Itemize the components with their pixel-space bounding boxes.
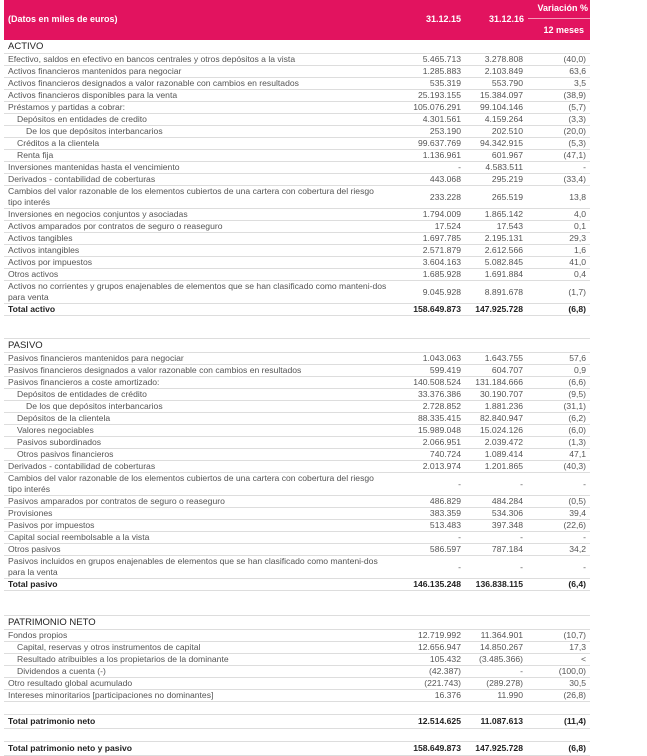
row-label: Préstamos y partidas a cobrar:	[8, 102, 126, 112]
value-2016: -	[520, 532, 523, 542]
column-header-variation: Variación %	[537, 3, 588, 13]
row-label: Pasivos incluidos en grupos enajenables de elementos que se han clasificado como manteni-dos para la venta	[8, 556, 378, 577]
table-row	[4, 162, 590, 174]
table-row	[4, 389, 590, 401]
table-row	[4, 269, 590, 281]
row-label: De los que depósitos interbancarios	[26, 126, 163, 136]
value-2016: 601.967	[491, 150, 523, 160]
value-2015: 535.319	[429, 78, 461, 88]
table-row	[4, 630, 590, 642]
section-spacer	[4, 591, 590, 616]
table-row	[4, 678, 590, 690]
row-label: Fondos propios	[8, 630, 68, 640]
table-row	[4, 642, 590, 654]
table-row	[4, 209, 590, 221]
variation-pct: 29,3	[569, 233, 586, 243]
row-label: Activos no corrientes y grupos enajenables de elementos que se han clasificado como manteni-dos para venta	[8, 281, 387, 302]
column-header-period: 12 meses	[543, 25, 584, 35]
value-2015: 1.685.928	[422, 269, 461, 279]
row-label: Otros pasivos	[8, 544, 61, 554]
variation-pct: -	[583, 162, 586, 172]
value-2015: 16.376	[434, 690, 461, 700]
variation-pct: (40,3)	[563, 461, 586, 471]
value-2016: 99.104.146	[479, 102, 523, 112]
table-row	[4, 461, 590, 473]
value-2015: -	[458, 162, 461, 172]
value-2015: 88.335.415	[417, 413, 461, 423]
table-row	[4, 413, 590, 425]
value-2015: 2.013.974	[422, 461, 461, 471]
value-2016: 787.184	[491, 544, 523, 554]
variation-pct: 13,8	[569, 191, 586, 202]
value-2015: 158.649.873	[413, 304, 461, 314]
variation-pct: (6,0)	[568, 425, 586, 435]
variation-pct: (40,0)	[563, 54, 586, 64]
column-header-2015: 31.12.15	[425, 14, 461, 24]
variation-pct: (100,0)	[558, 666, 586, 676]
table-row	[4, 126, 590, 138]
value-2015: 25.193.155	[417, 90, 461, 100]
variation-pct: (0,5)	[568, 496, 586, 506]
table-row	[4, 221, 590, 233]
variation-pct: 17,3	[569, 642, 586, 652]
table-row	[4, 449, 590, 461]
value-2016: 1.881.236	[484, 401, 523, 411]
variation-pct: (9,5)	[568, 389, 586, 399]
variation-pct: (6,2)	[568, 413, 586, 423]
variation-pct: 1,6	[574, 245, 586, 255]
value-2016: 265.519	[491, 191, 523, 202]
table-row	[4, 102, 590, 114]
row-label: Resultado atribuibles a los propietarios de la dominante	[17, 654, 229, 664]
variation-pct: (38,9)	[563, 90, 586, 100]
row-label: Capital, reservas y otros instrumentos de capital	[17, 642, 201, 652]
value-2015: 1.697.785	[422, 233, 461, 243]
variation-pct: (1,7)	[568, 286, 586, 297]
value-2016: 14.850.267	[479, 642, 523, 652]
value-2015: 599.419	[429, 365, 461, 375]
header-divider	[528, 18, 590, 19]
table-row	[4, 544, 590, 556]
table-row	[4, 90, 590, 102]
row-label: Activos financieros mantenidos para negociar	[8, 66, 182, 76]
value-2015: 105.432	[429, 654, 461, 664]
value-2015: 1.794.009	[422, 209, 461, 219]
variation-pct: 34,2	[569, 544, 586, 554]
variation-pct: (31,1)	[563, 401, 586, 411]
value-2016: 1.089.414	[484, 449, 523, 459]
total-row	[4, 742, 590, 756]
variation-pct: 63,6	[569, 66, 586, 76]
table-row	[4, 365, 590, 377]
row-label: Efectivo, saldos en efectivo en bancos centrales y otros depósitos a la vista	[8, 54, 296, 64]
value-2016: 11.990	[497, 690, 523, 700]
value-2015: 443.068	[429, 174, 461, 184]
table-row	[4, 532, 590, 544]
value-2016: 604.707	[491, 365, 523, 375]
variation-pct: (1,3)	[568, 437, 586, 447]
table-row	[4, 233, 590, 245]
variation-pct: 3,5	[574, 78, 586, 88]
section-header	[4, 616, 590, 630]
table-row	[4, 150, 590, 162]
table-row	[4, 425, 590, 437]
row-label: Total patrimonio neto y pasivo	[8, 743, 132, 753]
table-row	[4, 78, 590, 90]
variation-pct: (6,8)	[568, 743, 586, 753]
value-2016: 484.284	[491, 496, 523, 506]
value-2015: 5.465.713	[422, 54, 461, 64]
table-row	[4, 401, 590, 413]
row-label: Depósitos de la clientela	[17, 413, 111, 423]
row-spacer	[4, 702, 590, 715]
value-2016: 11.087.613	[480, 716, 523, 726]
value-2015: -	[458, 561, 461, 572]
value-2016: 397.348	[491, 520, 523, 530]
value-2016: 5.082.845	[484, 257, 523, 267]
value-2016: 131.184.666	[475, 377, 523, 387]
value-2015: 4.301.561	[422, 114, 461, 124]
table-row	[4, 690, 590, 702]
variation-pct: (6,4)	[568, 579, 586, 589]
row-label: Total patrimonio neto	[8, 716, 96, 726]
value-2016: 2.103.849	[484, 66, 523, 76]
row-label: Activos tangibles	[8, 233, 73, 243]
row-label: Activos financieros designados a valor razonable con cambios en resultados	[8, 78, 299, 88]
value-2016: 1.691.884	[484, 269, 523, 279]
row-label: Pasivos financieros mantenidos para negociar	[8, 353, 184, 363]
value-2016: -	[520, 478, 523, 489]
table-row	[4, 520, 590, 532]
value-2015: 140.508.524	[413, 377, 461, 387]
row-label: Provisiones	[8, 508, 53, 518]
table-row	[4, 138, 590, 150]
value-2016: 4.159.264	[484, 114, 523, 124]
variation-pct: (20,0)	[563, 126, 586, 136]
variation-pct: (10,7)	[563, 630, 586, 640]
value-2015: -	[458, 478, 461, 489]
variation-pct: (33,4)	[563, 174, 586, 184]
row-label: Pasivos financieros a coste amortizado:	[8, 377, 160, 387]
table-row	[4, 66, 590, 78]
section-spacer	[4, 316, 590, 339]
value-2016: 15.024.126	[479, 425, 523, 435]
value-2016: 1.865.142	[484, 209, 523, 219]
value-2015: 1.285.883	[422, 66, 461, 76]
value-2016: 136.838.115	[475, 579, 523, 589]
value-2015: 105.076.291	[413, 102, 461, 112]
variation-pct: 0,1	[574, 221, 586, 231]
value-2016: 147.925.728	[475, 743, 523, 753]
row-label: Total activo	[8, 304, 56, 314]
section-header	[4, 40, 590, 54]
value-2016: 2.039.472	[484, 437, 523, 447]
section-title: ACTIVO	[8, 41, 44, 52]
table-row	[4, 54, 590, 66]
row-label: Intereses minoritarios [participaciones no dominantes]	[8, 690, 214, 700]
value-2015: 486.829	[429, 496, 461, 506]
value-2015: 2.571.879	[422, 245, 461, 255]
value-2015: 33.376.386	[417, 389, 461, 399]
section-title: PATRIMONIO NETO	[8, 617, 96, 628]
value-2016: 534.306	[491, 508, 523, 518]
row-label: Inversiones en negocios conjuntos y asociadas	[8, 209, 188, 219]
row-label: Depósitos de entidades de crédito	[17, 389, 147, 399]
table-row	[4, 281, 590, 304]
value-2016: 2.612.566	[484, 245, 523, 255]
variation-pct: 0,9	[574, 365, 586, 375]
row-label: Valores negociables	[17, 425, 94, 435]
total-row	[4, 579, 590, 591]
variation-pct: 0,4	[574, 269, 586, 279]
row-spacer	[4, 729, 590, 742]
row-label: Otros activos	[8, 269, 59, 279]
value-2016: 11.364.901	[480, 630, 523, 640]
value-2016: 147.925.728	[475, 304, 523, 314]
value-2015: 12.514.625	[417, 716, 461, 726]
row-label: Dividendos a cuenta (-)	[17, 666, 106, 676]
value-2015: 12.656.947	[417, 642, 461, 652]
value-2016: 1.201.865	[484, 461, 523, 471]
row-label: Otros pasivos financieros	[17, 449, 114, 459]
value-2016: 2.195.131	[484, 233, 523, 243]
value-2015: -	[458, 532, 461, 542]
variation-pct: (5,7)	[568, 102, 586, 112]
total-row	[4, 304, 590, 316]
unit-label: (Datos en miles de euros)	[8, 14, 118, 24]
row-label: De los que depósitos interbancarios	[26, 401, 163, 411]
row-label: Pasivos financieros designados a valor razonable con cambios en resultados	[8, 365, 302, 375]
variation-pct: -	[583, 478, 586, 489]
value-2016: (3.485.366)	[479, 654, 523, 664]
value-2015: 146.135.248	[413, 579, 461, 589]
section-header	[4, 339, 590, 353]
table-row	[4, 377, 590, 389]
value-2016: 3.278.808	[484, 54, 523, 64]
variation-pct: (26,8)	[563, 690, 586, 700]
value-2016: 17.543	[496, 221, 523, 231]
variation-pct: 39,4	[569, 508, 586, 518]
total-row	[4, 715, 590, 729]
row-label: Activos financieros disponibles para la venta	[8, 90, 178, 100]
row-label: Cambios del valor razonable de los elementos cubiertos de una cartera con cobertura del riesgo tipo interés	[8, 473, 374, 494]
variation-pct: (6,8)	[568, 304, 586, 314]
variation-pct: 30,5	[569, 678, 586, 688]
value-2015: 1.136.961	[422, 150, 461, 160]
table-row	[4, 186, 590, 209]
table-row	[4, 473, 590, 496]
table-row	[4, 353, 590, 365]
value-2016: 1.643.755	[484, 353, 523, 363]
table-row	[4, 508, 590, 520]
balance-sheet-table	[4, 0, 590, 756]
value-2015: 99.637.769	[417, 138, 461, 148]
variation-pct: 4,0	[574, 209, 586, 219]
row-label: Derivados - contabilidad de coberturas	[8, 174, 156, 184]
table-row	[4, 654, 590, 666]
value-2016: -	[520, 561, 523, 572]
row-label: Total pasivo	[8, 579, 58, 589]
variation-pct: (3,3)	[568, 114, 586, 124]
variation-pct: -	[583, 561, 586, 572]
row-label: Capital social reembolsable a la vista	[8, 532, 150, 542]
variation-pct: 41,0	[569, 257, 586, 267]
row-label: Inversiones mantenidas hasta el vencimiento	[8, 162, 180, 172]
value-2016: 553.790	[491, 78, 523, 88]
value-2016: (289.278)	[486, 678, 523, 688]
variation-pct: -	[583, 532, 586, 542]
row-label: Activos amparados por contratos de seguro o reaseguro	[8, 221, 223, 231]
variation-pct: (6,6)	[568, 377, 586, 387]
table-header	[4, 0, 590, 40]
value-2016: 8.891.678	[484, 286, 523, 297]
value-2016: 82.840.947	[479, 413, 523, 423]
value-2016: 94.342.915	[479, 138, 523, 148]
value-2015: 513.483	[429, 520, 461, 530]
variation-pct: (5,3)	[568, 138, 586, 148]
value-2015: (221.743)	[424, 678, 461, 688]
row-label: Pasivos por impuestos	[8, 520, 95, 530]
row-label: Pasivos subordinados	[17, 437, 102, 447]
row-label: Depósitos en entidades de credito	[17, 114, 147, 124]
value-2015: 253.190	[429, 126, 461, 136]
value-2016: 202.510	[491, 126, 523, 136]
value-2015: 12.719.992	[417, 630, 461, 640]
variation-pct: 57,6	[569, 353, 586, 363]
row-label: Otro resultado global acumulado	[8, 678, 133, 688]
value-2015: 17.524	[434, 221, 461, 231]
variation-pct: <	[580, 654, 586, 664]
value-2015: 233.228	[429, 191, 461, 202]
table-row	[4, 437, 590, 449]
table-row	[4, 245, 590, 257]
value-2015: 586.597	[429, 544, 461, 554]
row-label: Activos intangibles	[8, 245, 80, 255]
table-row	[4, 174, 590, 186]
value-2015: 383.359	[429, 508, 461, 518]
row-label: Renta fija	[17, 150, 54, 160]
value-2015: 1.043.063	[422, 353, 461, 363]
row-label: Derivados - contabilidad de coberturas	[8, 461, 156, 471]
table-row	[4, 114, 590, 126]
value-2016: -	[520, 666, 523, 676]
value-2015: 740.724	[429, 449, 461, 459]
value-2015: 15.989.048	[417, 425, 461, 435]
value-2015: 9.045.928	[422, 286, 461, 297]
variation-pct: (22,6)	[563, 520, 586, 530]
variation-pct: (11,4)	[564, 716, 586, 726]
value-2015: 3.604.163	[422, 257, 461, 267]
variation-pct: 47,1	[569, 449, 586, 459]
row-label: Créditos a la clientela	[17, 138, 100, 148]
value-2016: 4.583.511	[485, 162, 523, 172]
value-2016: 15.384.097	[479, 90, 523, 100]
value-2015: 2.066.951	[422, 437, 461, 447]
table-row	[4, 257, 590, 269]
row-label: Cambios del valor razonable de los elementos cubiertos de una cartera con cobertura del riesgo tipo interés	[8, 186, 374, 207]
table-row	[4, 556, 590, 579]
variation-pct: (47,1)	[563, 150, 586, 160]
row-label: Activos por impuestos	[8, 257, 93, 267]
section-title: PASIVO	[8, 340, 43, 351]
value-2015: 158.649.873	[413, 743, 461, 753]
value-2015: 2.728.852	[422, 401, 461, 411]
table-row	[4, 666, 590, 678]
value-2016: 30.190.707	[479, 389, 523, 399]
row-label: Pasivos amparados por contratos de seguro o reaseguro	[8, 496, 225, 506]
table-body	[4, 40, 590, 756]
value-2016: 295.219	[491, 174, 523, 184]
column-header-2016: 31.12.16	[488, 14, 524, 24]
value-2015: (42.387)	[428, 666, 461, 676]
table-row	[4, 496, 590, 508]
